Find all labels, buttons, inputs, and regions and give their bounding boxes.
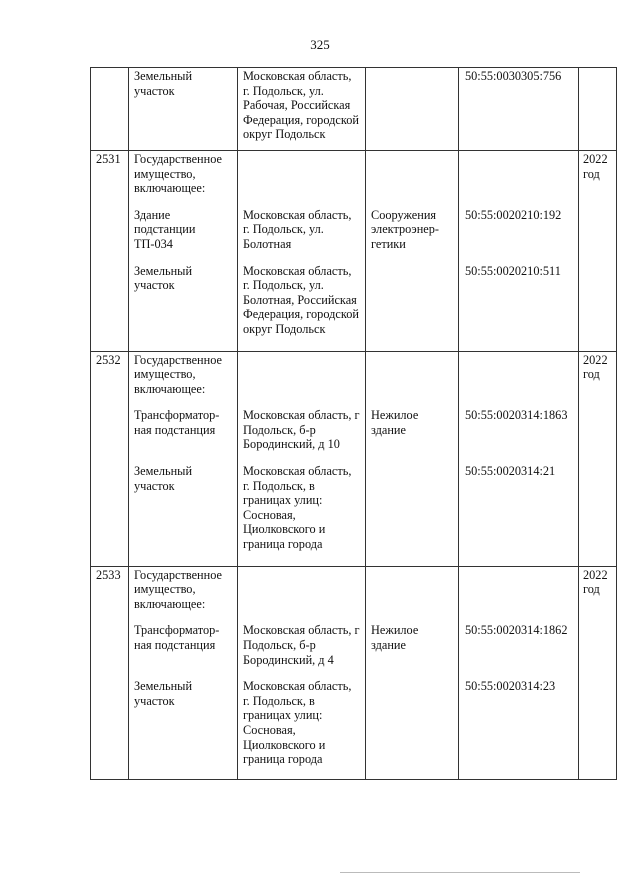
object-name-cell: Земельный участок (129, 667, 238, 779)
year-cell (579, 68, 617, 142)
row-number-cell: 2531 (91, 150, 129, 195)
table-row (91, 566, 617, 611)
cadastral-cell: 50:55:0020314:1863 (459, 396, 579, 452)
cadastral-cell: 50:55:0030305:756 (459, 68, 579, 142)
address-cell: Московская область, г. Подольск, ул. Болотная (238, 196, 366, 252)
cadastral-cell: 50:55:0020314:1862 (459, 611, 579, 667)
object-name-cell: Трансформатор-ная подстанция (129, 611, 238, 667)
year-cell: 2022 год (579, 150, 617, 195)
table-row (91, 667, 617, 779)
object-name-cell: Земельный участок (129, 452, 238, 552)
address-cell: Московская область, г Подольск, б-р Бородинский, д 4 (238, 611, 366, 667)
row-number-cell: 2532 (91, 351, 129, 396)
object-name-cell: Земельный участок (129, 68, 238, 142)
row-number-cell (91, 68, 129, 142)
cadastral-cell: 50:55:0020314:21 (459, 452, 579, 552)
address-cell: Московская область, г. Подольск, ул. Болотная, Российская Федерация, городской округ Подольск (238, 252, 366, 337)
purpose-cell: Нежилое здание (366, 396, 459, 452)
row-number-cell: 2533 (91, 566, 129, 611)
object-name-cell: Земельный участок (129, 252, 238, 337)
table-row (91, 396, 617, 452)
address-cell: Московская область, г. Подольск, ул. Рабочая, Российская Федерация, городской округ Подольск (238, 68, 366, 142)
year-cell: 2022 год (579, 351, 617, 396)
table-row (91, 351, 617, 396)
purpose-cell (366, 68, 459, 142)
page-bottom-rule (340, 872, 580, 873)
table-row (91, 452, 617, 552)
cadastral-cell: 50:55:0020210:511 (459, 252, 579, 337)
address-cell: Московская область, г. Подольск, в границах улиц: Сосновая, Циолковского и граница города (238, 452, 366, 552)
purpose-cell (366, 667, 459, 779)
purpose-cell (366, 452, 459, 552)
object-name-cell: Здание подстанции ТП-034 (129, 196, 238, 252)
page-number: 325 (310, 37, 330, 52)
property-table (90, 67, 616, 780)
purpose-cell: Нежилое здание (366, 611, 459, 667)
table-row (91, 196, 617, 252)
group-title-cell: Государственное имущество, включающее: (129, 150, 238, 195)
group-title-cell: Государственное имущество, включающее: (129, 351, 238, 396)
table-row (91, 68, 617, 142)
purpose-cell (366, 252, 459, 337)
table-row (91, 252, 617, 337)
address-cell: Московская область, г Подольск, б-р Бородинский, д 10 (238, 396, 366, 452)
table-row (91, 150, 617, 195)
cadastral-cell: 50:55:0020210:192 (459, 196, 579, 252)
address-cell: Московская область, г. Подольск, в границах улиц: Сосновая, Циолковского и граница города (238, 667, 366, 779)
year-cell: 2022 год (579, 566, 617, 611)
purpose-cell: Сооружения электроэнер-гетики (366, 196, 459, 252)
object-name-cell: Трансформатор-ная подстанция (129, 396, 238, 452)
cadastral-cell: 50:55:0020314:23 (459, 667, 579, 779)
group-title-cell: Государственное имущество, включающее: (129, 566, 238, 611)
table-row (91, 611, 617, 667)
